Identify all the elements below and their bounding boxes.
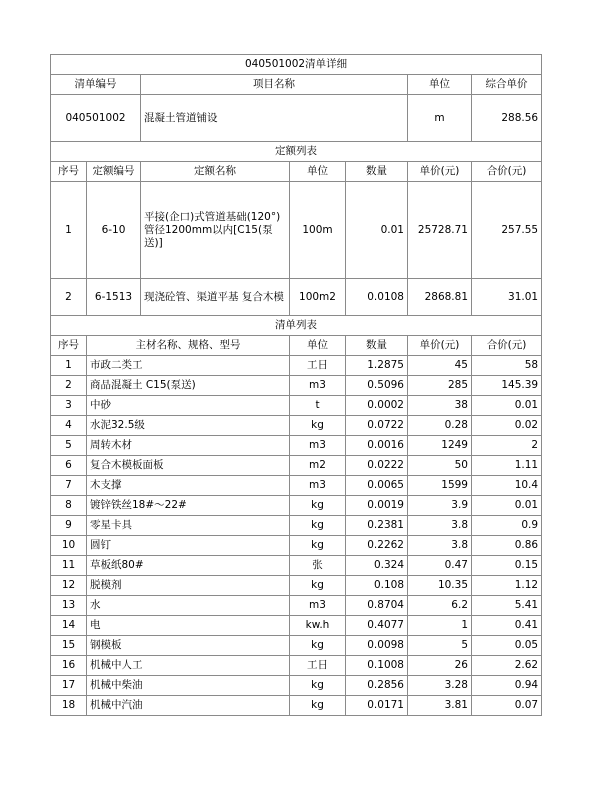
material-price: 0.47: [408, 556, 472, 576]
table-title: 040501002清单详细: [51, 55, 542, 75]
material-qty: 0.0222: [346, 456, 408, 476]
quota-section-title: 定额列表: [51, 142, 542, 162]
material-unit: kg: [290, 676, 346, 696]
material-row: [51, 436, 542, 456]
quota-price: 2868.81: [408, 279, 472, 316]
material-qty: 0.0098: [346, 636, 408, 656]
material-unit: m3: [290, 596, 346, 616]
material-row: [51, 416, 542, 436]
quota-unit-header: 单位: [290, 162, 346, 182]
material-name: 脱模剂: [87, 576, 290, 596]
material-price: 3.8: [408, 536, 472, 556]
material-unit: m2: [290, 456, 346, 476]
bill-detail-table: [50, 54, 542, 716]
material-qty: 0.0065: [346, 476, 408, 496]
material-section-title: 清单列表: [51, 316, 542, 336]
quota-qty: 0.0108: [346, 279, 408, 316]
material-name: 钢模板: [87, 636, 290, 656]
material-name: 机械中人工: [87, 656, 290, 676]
material-no: 9: [51, 516, 87, 536]
material-row: [51, 396, 542, 416]
material-qty: 0.4077: [346, 616, 408, 636]
material-total: 0.01: [472, 496, 542, 516]
material-no: 13: [51, 596, 87, 616]
material-price: 3.81: [408, 696, 472, 716]
material-total: 0.02: [472, 416, 542, 436]
material-qty: 0.2856: [346, 676, 408, 696]
material-qty: 0.0016: [346, 436, 408, 456]
material-no: 6: [51, 456, 87, 476]
material-price: 1599: [408, 476, 472, 496]
quota-code: 6-10: [87, 182, 141, 279]
material-name: 草板纸80#: [87, 556, 290, 576]
material-total: 0.86: [472, 536, 542, 556]
list-unit-header: 单位: [408, 75, 472, 95]
list-item-name: 混凝土管道铺设: [141, 95, 408, 142]
material-total: 0.01: [472, 396, 542, 416]
material-row: [51, 616, 542, 636]
material-name: 机械中汽油: [87, 696, 290, 716]
material-price: 0.28: [408, 416, 472, 436]
material-row: [51, 536, 542, 556]
material-row: [51, 476, 542, 496]
material-unit: kg: [290, 516, 346, 536]
material-no: 2: [51, 376, 87, 396]
material-row: [51, 576, 542, 596]
quota-total-header: 合价(元): [472, 162, 542, 182]
material-price-header: 单价(元): [408, 336, 472, 356]
material-total: 0.05: [472, 636, 542, 656]
material-no: 16: [51, 656, 87, 676]
material-qty: 0.1008: [346, 656, 408, 676]
quota-header-row: [51, 162, 542, 182]
material-name: 商品混凝土 C15(泵送): [87, 376, 290, 396]
material-unit: m3: [290, 436, 346, 456]
material-row: [51, 496, 542, 516]
material-no: 18: [51, 696, 87, 716]
list-item-code: 040501002: [51, 95, 141, 142]
quota-code-header: 定额编号: [87, 162, 141, 182]
material-unit: m3: [290, 376, 346, 396]
quota-total: 31.01: [472, 279, 542, 316]
material-price: 45: [408, 356, 472, 376]
material-total: 145.39: [472, 376, 542, 396]
quota-qty-header: 数量: [346, 162, 408, 182]
material-total: 0.9: [472, 516, 542, 536]
material-price: 3.9: [408, 496, 472, 516]
quota-no: 2: [51, 279, 87, 316]
material-price: 38: [408, 396, 472, 416]
material-unit: kg: [290, 696, 346, 716]
list-item-price: 288.56: [472, 95, 542, 142]
material-no: 15: [51, 636, 87, 656]
material-unit: 工日: [290, 356, 346, 376]
material-qty: 0.324: [346, 556, 408, 576]
list-price-header: 综合单价: [472, 75, 542, 95]
material-total: 1.11: [472, 456, 542, 476]
material-row: [51, 676, 542, 696]
material-unit: kg: [290, 496, 346, 516]
material-price: 6.2: [408, 596, 472, 616]
material-name: 市政二类工: [87, 356, 290, 376]
quota-price: 25728.71: [408, 182, 472, 279]
material-name: 周转木材: [87, 436, 290, 456]
material-qty: 0.2381: [346, 516, 408, 536]
quota-name: 现浇砼管、渠道平基 复合木模: [141, 279, 290, 316]
material-no: 17: [51, 676, 87, 696]
material-unit: kw.h: [290, 616, 346, 636]
material-name: 零星卡具: [87, 516, 290, 536]
material-qty: 0.5096: [346, 376, 408, 396]
material-total: 1.12: [472, 576, 542, 596]
material-total: 58: [472, 356, 542, 376]
material-no: 14: [51, 616, 87, 636]
material-no: 10: [51, 536, 87, 556]
quota-row: [51, 279, 542, 316]
material-row: [51, 636, 542, 656]
material-unit: kg: [290, 576, 346, 596]
material-price: 1: [408, 616, 472, 636]
material-row: [51, 456, 542, 476]
material-qty: 0.8704: [346, 596, 408, 616]
material-name: 水: [87, 596, 290, 616]
material-unit: 工日: [290, 656, 346, 676]
quota-unit: 100m2: [290, 279, 346, 316]
material-total: 0.07: [472, 696, 542, 716]
material-total: 10.4: [472, 476, 542, 496]
material-row: [51, 696, 542, 716]
quota-total: 257.55: [472, 182, 542, 279]
material-price: 3.28: [408, 676, 472, 696]
material-no-header: 序号: [51, 336, 87, 356]
material-name-header: 主材名称、规格、型号: [87, 336, 290, 356]
material-header-row: [51, 336, 542, 356]
material-total: 2.62: [472, 656, 542, 676]
material-total: 0.94: [472, 676, 542, 696]
material-unit: kg: [290, 636, 346, 656]
material-name: 机械中柴油: [87, 676, 290, 696]
material-qty: 0.0722: [346, 416, 408, 436]
quota-qty: 0.01: [346, 182, 408, 279]
material-row: [51, 356, 542, 376]
material-unit: kg: [290, 416, 346, 436]
material-qty: 0.0171: [346, 696, 408, 716]
material-qty: 0.0019: [346, 496, 408, 516]
material-qty: 0.0002: [346, 396, 408, 416]
quota-unit: 100m: [290, 182, 346, 279]
material-qty: 1.2875: [346, 356, 408, 376]
material-no: 7: [51, 476, 87, 496]
material-no: 8: [51, 496, 87, 516]
list-item-unit: m: [408, 95, 472, 142]
quota-row: [51, 182, 542, 279]
material-no: 12: [51, 576, 87, 596]
material-price: 3.8: [408, 516, 472, 536]
material-name: 木支撑: [87, 476, 290, 496]
material-row: [51, 596, 542, 616]
material-qty: 0.108: [346, 576, 408, 596]
material-unit: 张: [290, 556, 346, 576]
material-price: 26: [408, 656, 472, 676]
material-total: 2: [472, 436, 542, 456]
quota-no-header: 序号: [51, 162, 87, 182]
material-total: 0.15: [472, 556, 542, 576]
material-unit: kg: [290, 536, 346, 556]
material-total: 0.41: [472, 616, 542, 636]
quota-no: 1: [51, 182, 87, 279]
material-unit-header: 单位: [290, 336, 346, 356]
material-no: 11: [51, 556, 87, 576]
material-price: 5: [408, 636, 472, 656]
material-name: 水泥32.5级: [87, 416, 290, 436]
material-name: 镀锌铁丝18#～22#: [87, 496, 290, 516]
material-qty-header: 数量: [346, 336, 408, 356]
list-code-header: 清单编号: [51, 75, 141, 95]
material-total: 5.41: [472, 596, 542, 616]
material-name: 电: [87, 616, 290, 636]
quota-name-header: 定额名称: [141, 162, 290, 182]
material-row: [51, 516, 542, 536]
material-price: 285: [408, 376, 472, 396]
material-no: 5: [51, 436, 87, 456]
material-total-header: 合价(元): [472, 336, 542, 356]
material-price: 10.35: [408, 576, 472, 596]
quota-code: 6-1513: [87, 279, 141, 316]
material-no: 4: [51, 416, 87, 436]
material-no: 3: [51, 396, 87, 416]
quota-price-header: 单价(元): [408, 162, 472, 182]
material-unit: m3: [290, 476, 346, 496]
material-row: [51, 556, 542, 576]
material-name: 复合木模板面板: [87, 456, 290, 476]
material-no: 1: [51, 356, 87, 376]
material-name: 中砂: [87, 396, 290, 416]
material-name: 圆钉: [87, 536, 290, 556]
material-unit: t: [290, 396, 346, 416]
material-qty: 0.2262: [346, 536, 408, 556]
material-price: 1249: [408, 436, 472, 456]
list-name-header: 项目名称: [141, 75, 408, 95]
material-price: 50: [408, 456, 472, 476]
quota-name: 平接(企口)式管道基础(120°)管径1200mm以内[C15(泵送)]: [141, 182, 290, 279]
material-row: [51, 656, 542, 676]
material-row: [51, 376, 542, 396]
